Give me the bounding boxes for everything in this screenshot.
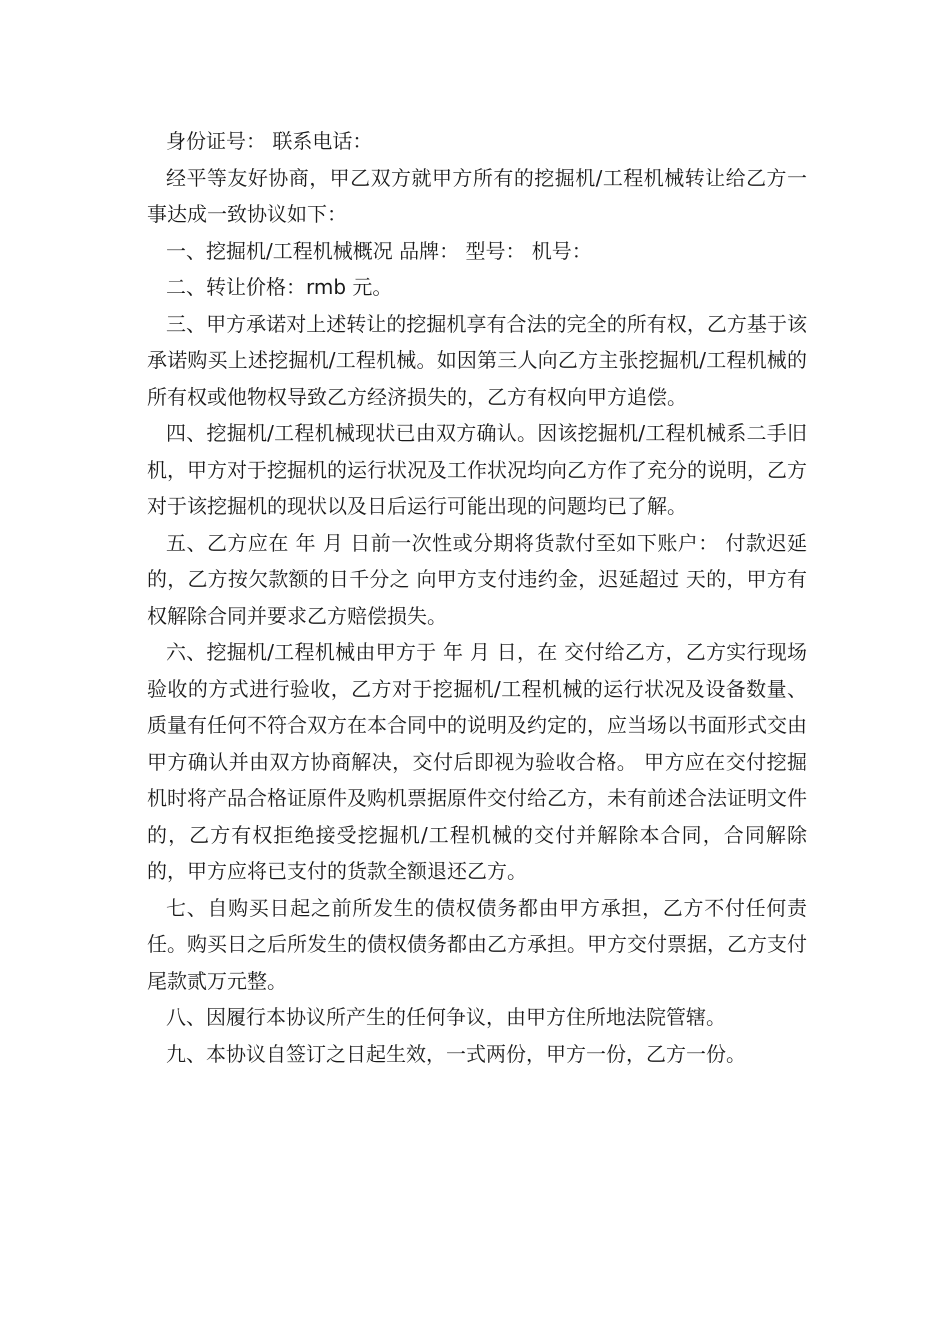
id-phone-line: 身份证号： 联系电话： [166, 129, 373, 153]
clause-2-price: 二、转让价格：rmb 元。 [166, 275, 393, 299]
clause-6-delivery: 六、挖掘机/工程机械由甲方于 年 月 日，在 交付给乙方，乙方实行现场验收的方式进行验收，乙方对于挖掘机/工程机械的运行状况及设备数量、质量有任何不符合双方在本合同中的说明及约定的，应当场以书面形式交由甲方确认并由双方协商解决，交付后即视为验收合格。 甲方应在交付挖掘机时将产品合格证原件及购机票据原件交付给乙方，未有前述合法证明文件的，乙方有权拒绝接受挖掘机/工程机械的交付并解除本合同，合同解除的，甲方应将已支付的货款全额退还乙方。 [147, 640, 807, 883]
clause-1-machine-details: 一、挖掘机/工程机械概况 品牌： 型号： 机号： [166, 238, 592, 263]
clause-4-condition: 四、挖掘机/工程机械现状已由双方确认。因该挖掘机/工程机械系二手旧机，甲方对于挖掘机的运行状况及工作状况均向乙方作了充分的说明，乙方对于该挖掘机的现状以及日后运行可能出现的问题均已了解。 [147, 421, 807, 518]
contract-body [147, 123, 807, 1072]
clause-8-jurisdiction: 八、因履行本协议所产生的任何争议，由甲方住所地法院管辖。 [166, 1005, 726, 1029]
clause-9-effect: 九、本协议自签订之日起生效，一式两份，甲方一份，乙方一份。 [166, 1041, 746, 1066]
clause-3-ownership: 三、甲方承诺对上述转让的挖掘机享有合法的完全的所有权，乙方基于该承诺购买上述挖掘机/工程机械。如因第三人向乙方主张挖掘机/工程机械的所有权或他物权导致乙方经济损失的，乙方有权向甲方追偿。 [147, 311, 807, 409]
preamble-paragraph: 经平等友好协商，甲乙双方就甲方所有的挖掘机/工程机械转让给乙方一事达成一致协议如下： [147, 165, 807, 226]
clause-5-payment: 五、乙方应在 年 月 日前一次性或分期将货款付至如下账户： 付款迟延的，乙方按欠款额的日千分之 向甲方支付违约金，迟延超过 天的，甲方有权解除合同并要求乙方赔偿损失。 [147, 530, 807, 628]
clause-7-debts: 七、自购买日起之前所发生的债权债务都由甲方承担，乙方不付任何责任。购买日之后所发生的债权债务都由乙方承担。甲方交付票据，乙方支付尾款贰万元整。 [147, 895, 807, 993]
